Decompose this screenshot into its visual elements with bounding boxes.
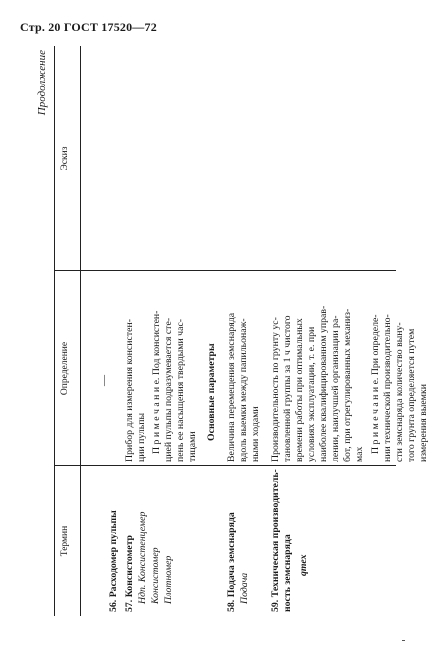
definition-59-note-4: того грунта определяется путем bbox=[406, 328, 417, 462]
column-divider-2 bbox=[54, 270, 396, 271]
term-58-short: Подача bbox=[239, 572, 250, 604]
continued-label: Продолжение bbox=[36, 50, 48, 116]
definition-59-line-2: тановленной группы за 1 ч чистого bbox=[282, 315, 293, 462]
term-57: 57. Консистометр bbox=[124, 535, 135, 612]
definition-58-line-3: ными ходами bbox=[250, 406, 261, 462]
term-57-alt-2: Плотномер bbox=[163, 555, 174, 604]
definition-59-line-5: наиболее квалифицированном управ- bbox=[318, 305, 329, 462]
definition-59-note-2: нии технической производительно- bbox=[382, 314, 393, 462]
scan-mark bbox=[402, 640, 405, 641]
definition-58-line-1: Величина перемещения земснаряда bbox=[226, 312, 237, 462]
definition-57-note-2: цией пульпы подразумевается сте- bbox=[163, 317, 174, 462]
definition-57-line-2: ции пульпы bbox=[136, 412, 147, 462]
definition-59-note-1: П р и м е ч а н и е. При определе- bbox=[370, 314, 381, 454]
definition-57-note-1: П р и м е ч а н и е. Под консистен- bbox=[151, 310, 162, 454]
column-header-term: Термин bbox=[60, 525, 70, 557]
definition-59-line-3: времени работы при оптимальных bbox=[294, 318, 305, 462]
rotated-table bbox=[36, 46, 429, 616]
definition-59-line-8: мах bbox=[354, 446, 365, 462]
definition-59-note-3: сти земснаряда количество выну- bbox=[394, 322, 405, 462]
definition-59-line-4: условиях эксплуатации, т. е. при bbox=[306, 326, 317, 462]
term-57-alt-1: Консистомер bbox=[150, 547, 161, 604]
section-title: Основные параметры bbox=[206, 343, 217, 441]
definition-56-dash: — bbox=[98, 375, 110, 386]
term-59-line-2: ность земснаряда bbox=[282, 534, 293, 612]
term-59-symbol: qтех bbox=[298, 554, 309, 576]
definition-59-line-7: бот, при отрегулированных механиз- bbox=[342, 308, 353, 462]
column-divider-1 bbox=[54, 465, 396, 466]
column-header-sketch: Эскиз bbox=[60, 146, 70, 171]
definition-57-line-1: Прибор для измерения консистен- bbox=[124, 319, 135, 462]
table-top-rule bbox=[54, 46, 55, 616]
definition-59-line-1: Производительность по грунту ус- bbox=[270, 317, 281, 462]
definition-57-note-3: пень ее насыщения твердыми час- bbox=[175, 318, 186, 462]
term-58: 58. Подача земснаряда bbox=[226, 512, 237, 612]
page-header: Стр. 20 ГОСТ 17520—72 bbox=[20, 20, 157, 34]
term-59-line-1: 59. Техническая производитель- bbox=[270, 469, 281, 612]
table-header-rule bbox=[80, 46, 81, 616]
definition-59-line-6: лении, наилучшей организации ра- bbox=[330, 315, 341, 462]
definition-58-line-2: вдоль выемки между папильонаж- bbox=[238, 318, 249, 462]
term-57-deprecated: Ндп. Консистенцемер bbox=[137, 511, 148, 604]
term-56: 56. Расходомер пульпы bbox=[108, 510, 119, 612]
column-header-definition: Определение bbox=[60, 341, 70, 396]
definition-57-note-4: тицами bbox=[187, 431, 198, 462]
definition-59-note-5: измерения выемки bbox=[418, 384, 429, 462]
